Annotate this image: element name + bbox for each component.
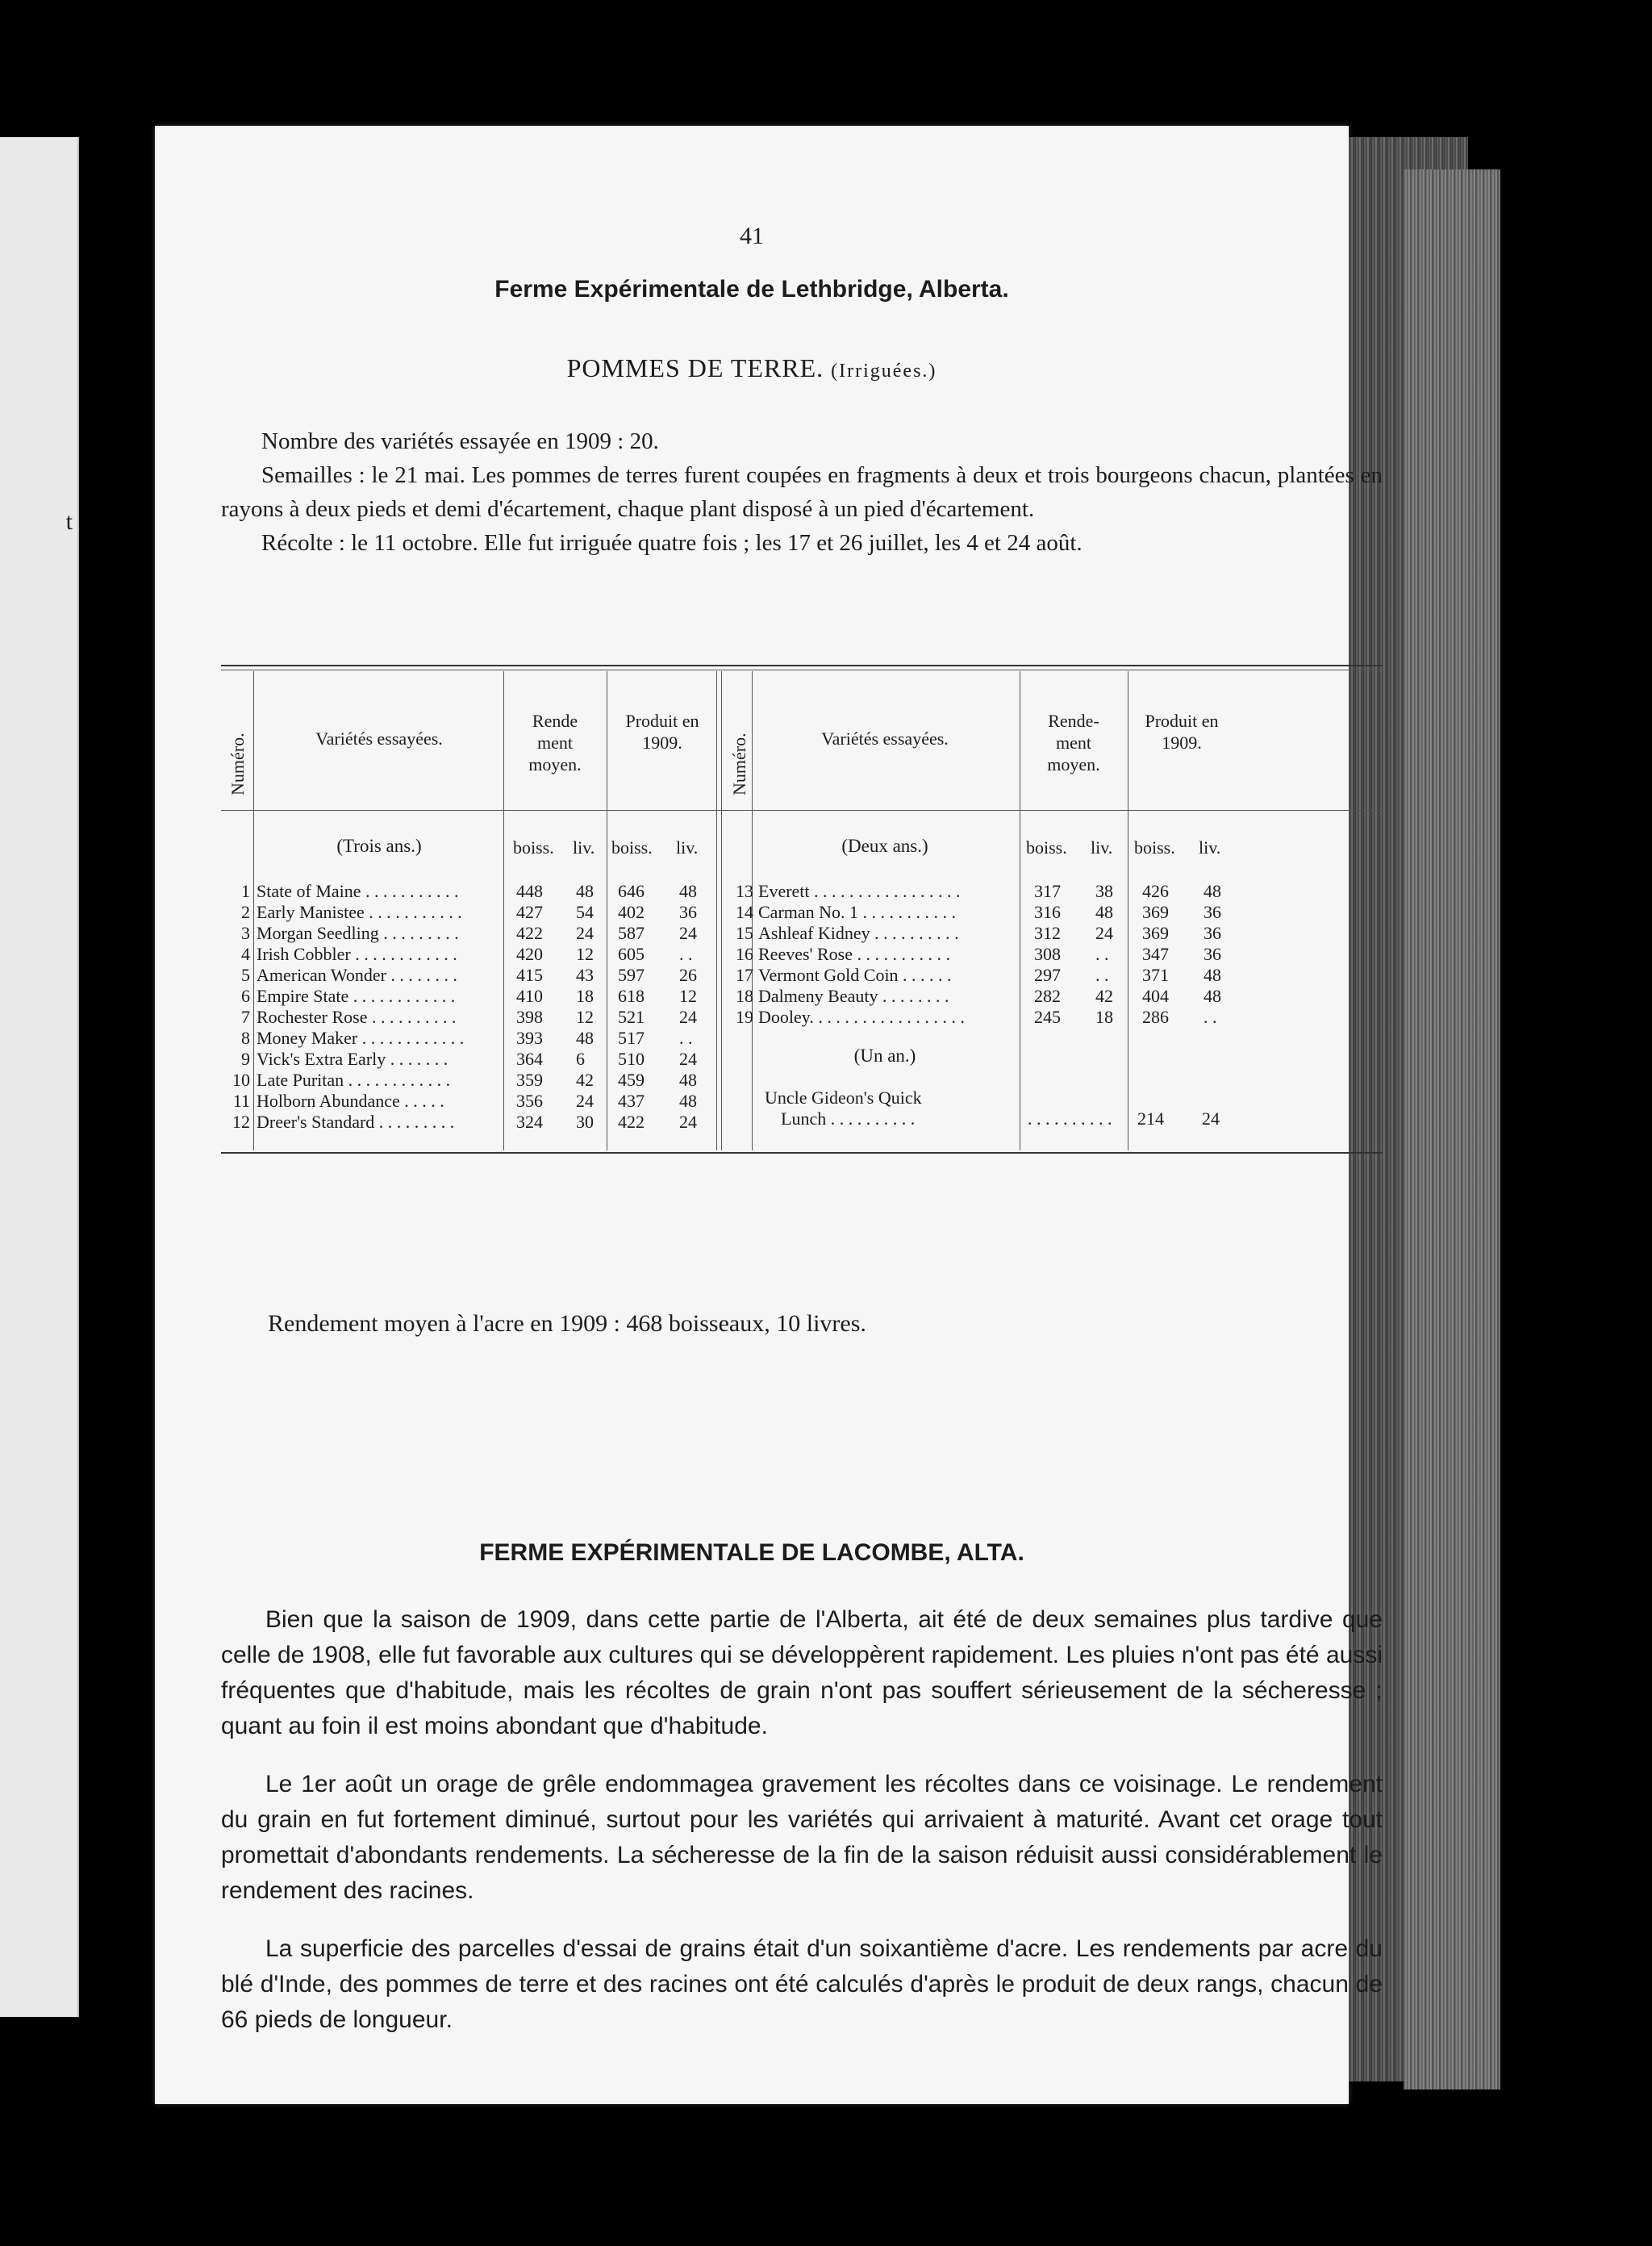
row-rendement-boiss: 422 <box>516 923 543 943</box>
row-produit-liv: 48 <box>679 881 697 901</box>
row-produit-boiss: 646 <box>618 881 645 901</box>
row-rendement-liv: 24 <box>576 923 594 943</box>
row-rendement-boiss: 427 <box>516 902 543 922</box>
unit-boiss-3: boiss. <box>1026 837 1067 858</box>
unit-boiss-4: boiss. <box>1134 837 1175 858</box>
row-produit-liv: 24 <box>679 923 697 943</box>
left-page-edge <box>0 137 79 2017</box>
row-produit-boiss: 422 <box>618 1112 645 1132</box>
row-produit-liv: 24 <box>679 1112 697 1132</box>
extra-row-name-1: Uncle Gideon's Quick <box>765 1088 922 1108</box>
header-variete-right: Variétés essayées. <box>821 728 949 749</box>
extra-row-name-2: Lunch . . . . . . . . . . <box>781 1108 916 1129</box>
row-variety: Dooley. . . . . . . . . . . . . . . . . . <box>758 1007 965 1027</box>
row-rendement-liv: 48 <box>576 1028 594 1048</box>
row-produit-boiss: 597 <box>618 965 645 985</box>
row-produit-liv: 48 <box>679 1091 697 1111</box>
row-number: 5 <box>241 965 250 985</box>
row-variety: Dalmeny Beauty . . . . . . . . <box>758 986 949 1006</box>
row-number: 16 <box>736 944 753 964</box>
book-page-edges-back <box>1404 169 1500 2089</box>
row-number: 14 <box>736 902 753 922</box>
section-title <box>155 353 1349 383</box>
row-number: 18 <box>736 986 753 1006</box>
row-produit-boiss: 369 <box>1142 902 1169 922</box>
row-produit-boiss: 510 <box>618 1049 645 1069</box>
row-variety: Irish Cobbler . . . . . . . . . . . . <box>257 944 457 964</box>
unit-liv-1: liv. <box>573 837 595 858</box>
row-produit-boiss: 459 <box>618 1070 645 1090</box>
row-rendement-liv: . . <box>1095 944 1109 964</box>
row-number: 6 <box>241 986 250 1006</box>
row-number: 13 <box>736 881 753 901</box>
extra-row-produit-liv: 24 <box>1202 1108 1220 1129</box>
group-deux-ans: (Deux ans.) <box>841 836 928 856</box>
row-produit-boiss: 521 <box>618 1007 645 1027</box>
row-number: 15 <box>736 923 753 943</box>
row-variety: Everett . . . . . . . . . . . . . . . . . <box>758 881 961 901</box>
row-rendement-liv: 42 <box>1095 986 1113 1006</box>
row-rendement-liv: 6 <box>576 1049 585 1069</box>
intro-line-3: Récolte : le 11 octobre. Elle fut irriguée quatre fois ; les 17 et 26 juillet, les 4 et 24 août. <box>261 530 1083 556</box>
table-bottom-rule <box>221 1152 1383 1154</box>
header-rendement-left: Rende ment moyen. <box>528 711 582 774</box>
row-variety: Ashleaf Kidney . . . . . . . . . . <box>758 923 959 943</box>
row-variety: Vick's Extra Early . . . . . . . <box>257 1049 448 1069</box>
lacombe-heading: FERME EXPÉRIMENTALE DE LACOMBE, ALTA. <box>479 1539 1024 1566</box>
row-rendement-liv: 24 <box>1095 923 1113 943</box>
header-numero-left: Numéro. <box>227 733 248 795</box>
row-number: 4 <box>241 944 250 964</box>
row-rendement-boiss: 410 <box>516 986 543 1006</box>
row-rendement-liv: 18 <box>576 986 594 1006</box>
row-rendement-boiss: 448 <box>516 881 543 901</box>
row-number: 2 <box>241 902 250 922</box>
row-produit-liv: . . <box>679 944 693 964</box>
intro-line-2: Semailles : le 21 mai. Les pommes de terres furent coupées en fragments à deux et trois bourgeons chacun, plantées en rayons à deux pieds et demi d'écartement, chaque plant disposé à un pied d'écartement. <box>221 462 1383 522</box>
row-rendement-boiss: 359 <box>516 1070 543 1090</box>
row-produit-liv: 36 <box>1204 944 1221 964</box>
row-rendement-liv: 12 <box>576 1007 594 1027</box>
row-variety: Vermont Gold Coin . . . . . . <box>758 965 952 985</box>
section-title-sub: (Irriguées.) <box>831 361 937 382</box>
row-variety: Reeves' Rose . . . . . . . . . . . <box>758 944 950 964</box>
unit-liv-2: liv. <box>676 837 699 858</box>
row-number: 7 <box>241 1007 250 1027</box>
row-variety: Dreer's Standard . . . . . . . . . <box>257 1112 455 1132</box>
row-produit-liv: 12 <box>679 986 697 1006</box>
row-produit-liv: 24 <box>679 1049 697 1069</box>
row-rendement-boiss: 312 <box>1034 923 1061 943</box>
group-trois-ans: (Trois ans.) <box>336 836 422 856</box>
row-rendement-liv: 18 <box>1095 1007 1113 1027</box>
row-rendement-boiss: 297 <box>1034 965 1061 985</box>
row-produit-boiss: 347 <box>1142 944 1169 964</box>
row-rendement-liv: 12 <box>576 944 594 964</box>
extra-row-produit-boiss: 214 <box>1137 1108 1164 1129</box>
row-produit-boiss: 371 <box>1142 965 1169 985</box>
row-number: 12 <box>232 1112 250 1132</box>
row-rendement-boiss: 317 <box>1034 881 1061 901</box>
row-number: 9 <box>241 1049 250 1069</box>
row-produit-boiss: 605 <box>618 944 645 964</box>
row-produit-liv: 36 <box>1204 902 1221 922</box>
row-produit-boiss: 517 <box>618 1028 645 1048</box>
row-rendement-boiss: 356 <box>516 1091 543 1111</box>
row-variety: Holborn Abundance . . . . . <box>257 1091 444 1111</box>
row-rendement-boiss: 316 <box>1034 902 1061 922</box>
lacombe-text <box>221 1602 1383 2060</box>
row-number: 10 <box>232 1070 250 1090</box>
lacombe-paragraph-3: La superficie des parcelles d'essai de grains était d'un soixantième d'acre. Les rendements par acre du blé d'Inde, des pommes de terre et des racines ont été calculés d'après le produit de deux rangs, chacun de 66 pieds de longueur. <box>221 1935 1383 2033</box>
row-rendement-liv: . . <box>1095 965 1109 985</box>
unit-boiss-2: boiss. <box>611 837 653 858</box>
row-produit-boiss: 618 <box>618 986 645 1006</box>
row-rendement-liv: 42 <box>576 1070 594 1090</box>
row-variety: American Wonder . . . . . . . . <box>257 965 457 985</box>
row-variety: Morgan Seedling . . . . . . . . . <box>257 923 459 943</box>
row-rendement-liv: 38 <box>1095 881 1113 901</box>
row-rendement-boiss: 420 <box>516 944 543 964</box>
row-number: 17 <box>736 965 753 985</box>
row-number: 19 <box>736 1007 753 1027</box>
intro-text <box>221 424 1383 560</box>
table-header-rule <box>221 810 1383 811</box>
header-numero-right: Numéro. <box>729 733 749 795</box>
intro-line-1: Nombre des variétés essayée en 1909 : 20. <box>261 428 659 454</box>
row-produit-boiss: 437 <box>618 1091 645 1111</box>
row-rendement-liv: 48 <box>1095 902 1113 922</box>
row-produit-boiss: 587 <box>618 923 645 943</box>
row-variety: Money Maker . . . . . . . . . . . . <box>257 1028 465 1048</box>
row-produit-boiss: 426 <box>1142 881 1169 901</box>
row-produit-liv: 48 <box>1204 965 1221 985</box>
lacombe-paragraph-1: Bien que la saison de 1909, dans cette partie de l'Alberta, ait été de deux semaines plus tardive que celle de 1908, elle fut favorable aux cultures qui se développèrent rapidement. Les pluies n'ont pas été aussi fréquentes que d'habitude, mais les récoltes de grain n'ont pas souffert sérieusement de la sécheresse ; quant au foin il est moins abondant que d'habitude. <box>221 1606 1383 1739</box>
header-produit-left: Produit en 1909. <box>625 711 699 753</box>
page-number: 41 <box>740 223 764 249</box>
header-produit-right: Produit en 1909. <box>1145 711 1219 753</box>
left-page-mark: t <box>65 508 73 535</box>
row-rendement-boiss: 245 <box>1034 1007 1061 1027</box>
row-produit-liv: . . <box>1204 1007 1217 1027</box>
row-variety: Carman No. 1 . . . . . . . . . . . <box>758 902 957 922</box>
row-rendement-liv: 30 <box>576 1112 594 1132</box>
row-produit-boiss: 402 <box>618 902 645 922</box>
row-variety: Empire State . . . . . . . . . . . . <box>257 986 456 1006</box>
row-rendement-liv: 24 <box>576 1091 594 1111</box>
group-un-an: (Un an.) <box>853 1046 916 1066</box>
row-rendement-boiss: 308 <box>1034 944 1061 964</box>
header-rendement-right: Rende- ment moyen. <box>1047 711 1100 774</box>
row-produit-liv: 48 <box>679 1070 697 1090</box>
average-yield: Rendement moyen à l'acre en 1909 : 468 boisseaux, 10 livres. <box>268 1310 866 1337</box>
row-produit-boiss: 404 <box>1142 986 1169 1006</box>
row-rendement-boiss: 282 <box>1034 986 1061 1006</box>
row-rendement-boiss: 415 <box>516 965 543 985</box>
row-variety: Early Manistee . . . . . . . . . . . <box>257 902 462 922</box>
page-heading: Ferme Expérimentale de Lethbridge, Alberta. <box>494 276 1009 303</box>
row-produit-liv: 36 <box>679 902 697 922</box>
row-number: 3 <box>241 923 250 943</box>
row-rendement-boiss: 364 <box>516 1049 543 1069</box>
row-number: 8 <box>241 1028 250 1048</box>
row-produit-liv: 48 <box>1204 986 1221 1006</box>
row-produit-liv: 36 <box>1204 923 1221 943</box>
row-produit-liv: 48 <box>1204 881 1221 901</box>
extra-row-rendement: . . . . . . . . . . <box>1028 1108 1112 1129</box>
unit-liv-4: liv. <box>1199 837 1221 858</box>
row-variety: Late Puritan . . . . . . . . . . . . <box>257 1070 451 1090</box>
row-variety: Rochester Rose . . . . . . . . . . <box>257 1007 457 1027</box>
row-number: 11 <box>232 1091 250 1111</box>
row-rendement-liv: 43 <box>576 965 594 985</box>
lacombe-paragraph-2: Le 1er août un orage de grêle endommagea gravement les récoltes dans ce voisinage. Le rendement du grain en fut fortement diminué, surtout pour les variétés qui arrivaient à maturité. Avant cet orage tout promettait d'abondants rendements. La sécheresse de la fin de la saison réduisit aussi considérablement le rendement des racines. <box>221 1771 1383 1904</box>
row-produit-liv: . . <box>679 1028 693 1048</box>
row-produit-boiss: 369 <box>1142 923 1169 943</box>
unit-liv-3: liv. <box>1091 837 1113 858</box>
row-number: 1 <box>241 881 250 901</box>
row-rendement-boiss: 393 <box>516 1028 543 1048</box>
row-rendement-boiss: 324 <box>516 1112 543 1132</box>
row-produit-liv: 24 <box>679 1007 697 1027</box>
header-variete-left: Variétés essayées. <box>315 728 443 749</box>
row-rendement-liv: 48 <box>576 881 594 901</box>
row-produit-liv: 26 <box>679 965 697 985</box>
row-variety: State of Maine . . . . . . . . . . . <box>257 881 459 901</box>
table-top-rule <box>221 665 1383 666</box>
row-produit-boiss: 286 <box>1142 1007 1169 1027</box>
row-rendement-boiss: 398 <box>516 1007 543 1027</box>
document-page <box>155 126 1383 2104</box>
section-title-main: POMMES DE TERRE. <box>566 353 824 382</box>
row-rendement-liv: 54 <box>576 902 594 922</box>
unit-boiss-1: boiss. <box>513 837 554 858</box>
